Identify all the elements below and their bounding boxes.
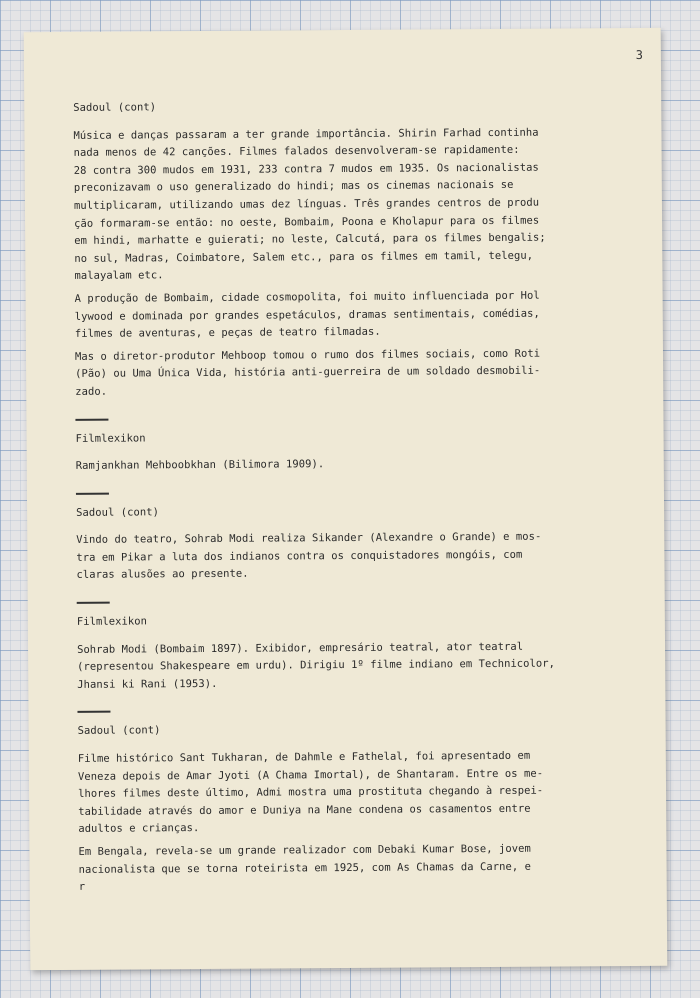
section-divider bbox=[77, 711, 110, 713]
paragraph bbox=[76, 528, 642, 585]
paragraph bbox=[75, 345, 641, 402]
section-divider bbox=[77, 602, 110, 604]
paragraph bbox=[78, 840, 644, 897]
text-line: 28 contra 300 mudos em 1931, 233 contra 7 mudos em 1935. Os nacionalistas bbox=[73, 161, 539, 177]
text-line: Música e danças passaram a ter grande importância. Shirin Farhad continha bbox=[73, 126, 539, 142]
section-heading: Sadoul (cont) bbox=[73, 101, 157, 114]
text-line: Vindo do teatro, Sohrab Modi realiza Sikander (Alexandre o Grande) e mos- bbox=[76, 530, 542, 547]
section-heading: Filmlexikon bbox=[75, 431, 146, 445]
text-line: claras alusões ao presente. bbox=[76, 568, 249, 582]
text-line: tabilidade através do amor e Duniya na Mane condena os casamentos entre bbox=[78, 802, 531, 818]
page-number: 3 bbox=[635, 47, 643, 62]
section-heading: Sadoul (cont) bbox=[77, 724, 161, 738]
paragraph bbox=[78, 747, 645, 839]
text-line: (representou Shakespeare em urdu). Dirigiu 1º filme indiano em Technicolor, bbox=[77, 657, 556, 674]
text-line: lhores filmes deste último, Admi mostra uma prostituta chegando à respei- bbox=[78, 784, 544, 801]
section-divider bbox=[76, 492, 109, 494]
text-line: nacionalista que se torna roteirista em 1925, com As Chamas da Carne, e bbox=[78, 860, 532, 876]
text-line: Veneza depois de Amar Jyoti (A Chama Imortal), de Shantaram. Entre os me- bbox=[77, 767, 544, 783]
text-line: lywood e dominada por grandes espetáculos, dramas sentimentais, comédias, bbox=[74, 307, 540, 323]
paper-sheet bbox=[24, 28, 668, 970]
text-line: ção formaram-se então: no oeste, Bombaim, Poona e Kholapur para os filmes bbox=[74, 214, 540, 230]
section-heading: Filmlexikon bbox=[76, 615, 147, 628]
text-line: A produção de Bombaim, cidade cosmopolita, foi muito influenciada por Hol bbox=[74, 289, 540, 305]
text-line: filmes de aventuras, e peças de teatro filmadas. bbox=[74, 325, 381, 341]
text-line: multiplicaram, utilizando umas dez línguas. Três grandes centros de produ bbox=[73, 196, 540, 212]
text-line: Jhansi ki Rani (1953). bbox=[77, 677, 218, 691]
text-line: malayalam etc. bbox=[74, 269, 164, 283]
text-line: tra em Pikar a luta dos indianos contra os conquistadores mongóis, com bbox=[76, 548, 523, 564]
section-heading: Sadoul (cont) bbox=[76, 505, 159, 519]
paragraph bbox=[77, 638, 643, 695]
text-line: Sohrab Modi (Bombaim 1897). Exibidor, empresário teatral, ator teatral bbox=[77, 640, 524, 656]
text-line: Mas o diretor-produtor Mehboop tomou o rumo dos filmes sociais, como Roti bbox=[74, 347, 541, 363]
text-line: preconizavam o uso generalizado do hindi; mas os cinemas nacionais se bbox=[73, 179, 514, 195]
text-line: zado. bbox=[75, 385, 108, 398]
text-line: Em Bengala, revela-se um grande realizador com Debaki Kumar Bose, jovem bbox=[78, 842, 531, 858]
paragraph bbox=[73, 124, 640, 286]
typed-text-body bbox=[73, 96, 645, 902]
text-line: r bbox=[78, 881, 86, 894]
text-line: no sul, Madras, Coimbatore, Salem etc., para os filmes em tamil, telegu, bbox=[74, 249, 534, 265]
paragraph bbox=[75, 287, 641, 344]
section-divider bbox=[75, 418, 108, 420]
text-line: (Pão) ou Uma Única Vida, história anti-guerreira de um soldado desmobili- bbox=[75, 364, 541, 381]
text-line: Filme histórico Sant Tukharan, de Dahmle e Fathelal, foi apresentado em bbox=[77, 749, 531, 765]
text-line: em hindi, marhatte e guierati; no leste, Calcutá, para os filmes bengalis; bbox=[74, 231, 546, 248]
text-line: Ramjankhan Mehboobkhan (Bilimora 1909). bbox=[75, 458, 325, 472]
text-line: adultos e crianças. bbox=[78, 822, 200, 836]
text-line: nada menos de 42 canções. Filmes falados desenvolveram-se rapidamente: bbox=[73, 143, 520, 160]
